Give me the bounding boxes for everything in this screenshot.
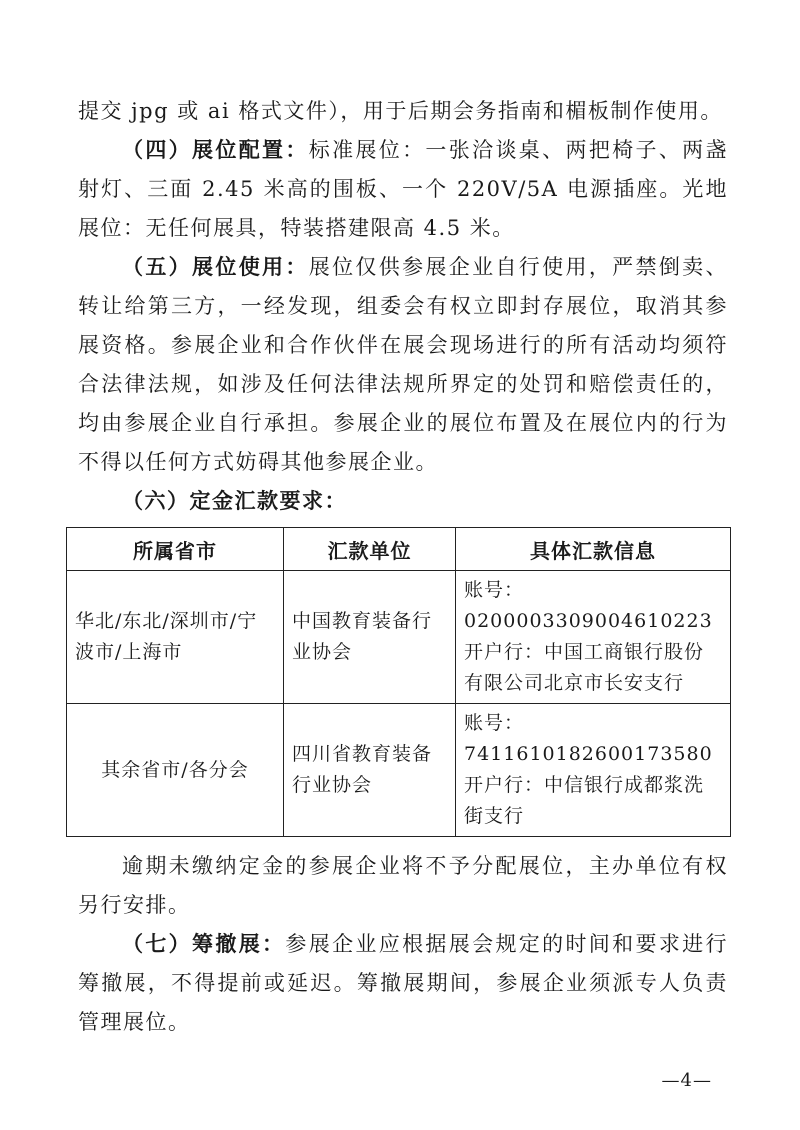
section-booth-usage <box>78 248 728 482</box>
bank-name: 开户行：中信银行成都浆洗街支行 <box>464 774 705 827</box>
section-heading: （四）展位配置： <box>122 138 309 162</box>
region-cell: 其余省市/各分会 <box>67 704 284 837</box>
column-header-unit: 汇款单位 <box>284 528 456 571</box>
info-cell <box>456 571 731 704</box>
table-row <box>67 571 731 704</box>
section-booth-configuration <box>78 131 728 248</box>
column-header-region: 所属省市 <box>67 528 284 571</box>
section-heading: （五）展位使用： <box>122 255 309 279</box>
table-row <box>67 704 731 837</box>
account-number: 账号：7411610182600173580 <box>464 712 713 765</box>
unit-cell: 中国教育装备行业协会 <box>284 571 456 704</box>
table-header-row <box>67 528 731 571</box>
section-deposit-requirements <box>78 482 728 521</box>
section-heading: （七）筹撤展： <box>122 932 286 956</box>
section-body: 参展企业应根据展会规定的时间和要求进行筹撤展，不得提前或延迟。筹撤展期间，参展企业须派专人负责管理展位。 <box>78 932 729 1034</box>
section-body: 展位仅供参展企业自行使用，严禁倒卖、转让给第三方，一经发现，组委会有权立即封存展位，取消其参展资格。参展企业和合作伙伴在展会现场进行的所有活动均须符合法律法规，如涉及任何法律法规所界定的处罚和赔偿责任的，均由参展企业自行承担。参展企业的展位布置及在展位内的行为不得以任何方式妨碍其他参展企业。 <box>78 255 729 474</box>
bank-name: 开户行：中国工商银行股份有限公司北京市长安支行 <box>464 641 705 694</box>
region-cell: 华北/东北/深圳市/宁波市/上海市 <box>67 571 284 704</box>
page-number: —4— <box>661 1070 712 1091</box>
remittance-table <box>66 527 731 837</box>
intro-continuation: 提交 jpg 或 ai 格式文件），用于后期会务指南和楣板制作使用。 <box>78 99 723 123</box>
deposit-note: 逾期未缴纳定金的参展企业将不予分配展位，主办单位有权另行安排。 <box>78 854 728 917</box>
section-setup-teardown <box>78 925 728 1042</box>
section-body: 标准展位：一张洽谈桌、两把椅子、两盏射灯、三面 2.45 米高的围板、一个 220V/5A 电源插座。光地展位：无任何展具，特装搭建限高 4.5 米。 <box>78 138 729 240</box>
section-heading: （六）定金汇款要求： <box>122 489 347 513</box>
info-cell <box>456 704 731 837</box>
document-page <box>75 92 729 1042</box>
account-number: 账号：0200003309004610223 <box>464 579 713 632</box>
unit-cell: 四川省教育装备行业协会 <box>284 704 456 837</box>
column-header-info: 具体汇款信息 <box>456 528 731 571</box>
